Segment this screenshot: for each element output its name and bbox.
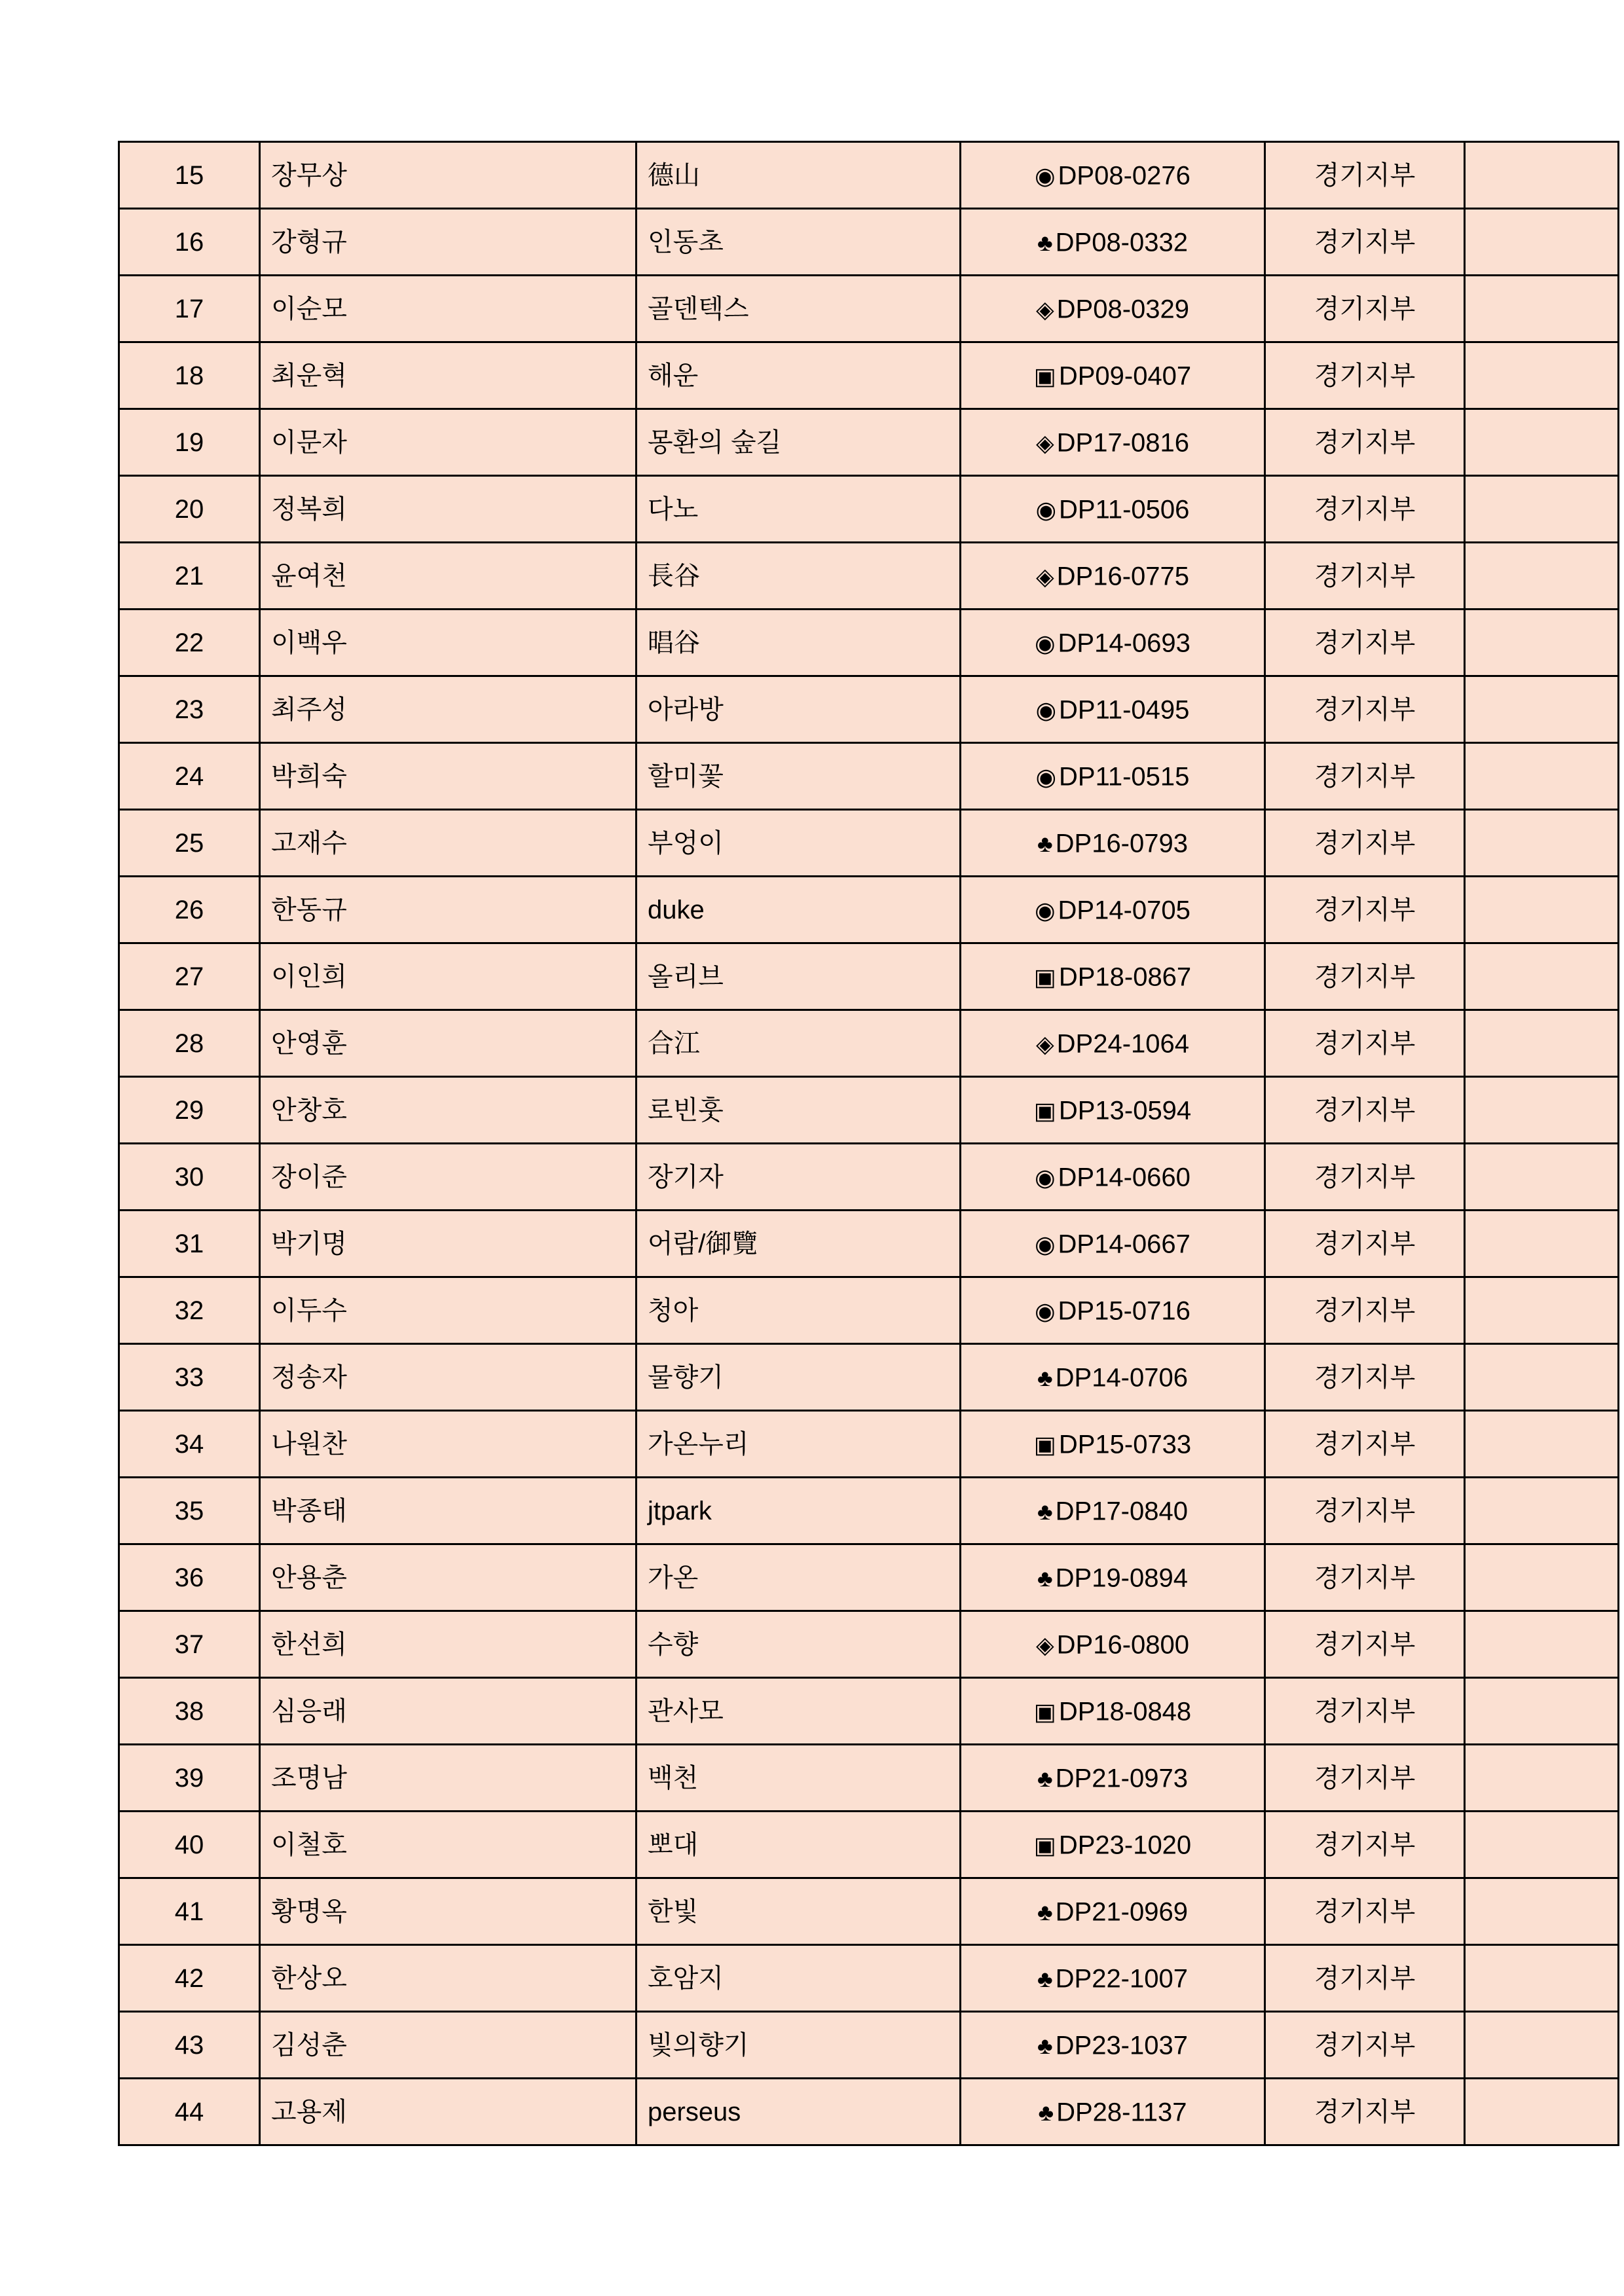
member-code-text: DP14-0667 — [1058, 1230, 1190, 1259]
cell-note — [1465, 1077, 1619, 1144]
grade-mark-icon: ♣ — [1037, 1364, 1053, 1391]
grade-mark-icon: ◈ — [1035, 295, 1054, 323]
cell-nickname: 德山 — [637, 142, 961, 209]
cell-note — [1465, 1478, 1619, 1544]
table-row — [119, 476, 1619, 543]
cell-note — [1465, 2079, 1619, 2145]
table-row — [119, 1544, 1619, 1611]
cell-branch: 경기지부 — [1265, 676, 1465, 743]
grade-mark-icon: ▣ — [1033, 1430, 1056, 1458]
grade-mark-icon: ◉ — [1035, 629, 1056, 657]
cell-number: 21 — [119, 543, 260, 610]
cell-number: 35 — [119, 1478, 260, 1544]
grade-mark-icon: ▣ — [1033, 1831, 1056, 1859]
cell-member-code — [961, 409, 1265, 476]
cell-member-name: 한선희 — [260, 1611, 637, 1678]
cell-member-code — [961, 1611, 1265, 1678]
cell-note — [1465, 1745, 1619, 1812]
member-code-text: DP13-0594 — [1058, 1096, 1192, 1125]
table-row — [119, 676, 1619, 743]
cell-member-code — [961, 610, 1265, 676]
cell-member-name: 최주성 — [260, 676, 637, 743]
member-code-text: DP15-0733 — [1058, 1430, 1192, 1459]
member-code-text: DP22-1007 — [1055, 1964, 1188, 1994]
cell-nickname: 부엉이 — [637, 810, 961, 877]
grade-mark-icon: ◈ — [1035, 429, 1054, 456]
cell-branch: 경기지부 — [1265, 1745, 1465, 1812]
cell-member-name: 한동규 — [260, 877, 637, 943]
cell-member-code — [961, 276, 1265, 342]
cell-member-name: 정복희 — [260, 476, 637, 543]
cell-nickname: 몽환의 숲길 — [637, 409, 961, 476]
cell-nickname: 한빛 — [637, 1878, 961, 1945]
member-code-text: DP21-0973 — [1055, 1764, 1188, 1793]
cell-member-name: 박기명 — [260, 1211, 637, 1277]
cell-member-code — [961, 1010, 1265, 1077]
member-code-text: DP14-0660 — [1058, 1163, 1190, 1192]
cell-number: 40 — [119, 1812, 260, 1878]
cell-note — [1465, 1411, 1619, 1478]
cell-number: 38 — [119, 1678, 260, 1745]
member-code-text: DP19-0894 — [1055, 1563, 1188, 1593]
member-code-text: DP17-0816 — [1056, 428, 1190, 458]
cell-nickname: 合江 — [637, 1010, 961, 1077]
member-roster-table — [118, 141, 1619, 2146]
cell-nickname: 해운 — [637, 342, 961, 409]
cell-nickname: 물향기 — [637, 1344, 961, 1411]
cell-nickname: 백천 — [637, 1745, 961, 1812]
table-row — [119, 1144, 1619, 1211]
grade-mark-icon: ♣ — [1037, 1898, 1053, 1925]
grade-mark-icon: ◈ — [1035, 1030, 1054, 1057]
cell-member-code — [961, 1945, 1265, 2012]
cell-member-code — [961, 743, 1265, 810]
cell-branch: 경기지부 — [1265, 276, 1465, 342]
cell-nickname: perseus — [637, 2079, 961, 2145]
member-code-text: DP14-0693 — [1058, 629, 1190, 658]
cell-member-code — [961, 2012, 1265, 2079]
member-code-text: DP09-0407 — [1058, 361, 1192, 391]
cell-branch: 경기지부 — [1265, 209, 1465, 276]
cell-note — [1465, 476, 1619, 543]
cell-member-name: 나원찬 — [260, 1411, 637, 1478]
cell-member-code — [961, 1745, 1265, 1812]
cell-member-name: 윤여천 — [260, 543, 637, 610]
cell-number: 37 — [119, 1611, 260, 1678]
cell-member-name: 이두수 — [260, 1277, 637, 1344]
table-row — [119, 2012, 1619, 2079]
table-row — [119, 543, 1619, 610]
cell-branch: 경기지부 — [1265, 2079, 1465, 2145]
member-code-text: DP16-0800 — [1056, 1630, 1190, 1660]
cell-branch: 경기지부 — [1265, 1144, 1465, 1211]
member-code-text: DP08-0332 — [1055, 228, 1188, 257]
cell-number: 23 — [119, 676, 260, 743]
cell-note — [1465, 1878, 1619, 1945]
cell-number: 27 — [119, 943, 260, 1010]
grade-mark-icon: ♣ — [1038, 2098, 1054, 2126]
cell-member-code — [961, 543, 1265, 610]
cell-member-name: 황명옥 — [260, 1878, 637, 1945]
grade-mark-icon: ◉ — [1035, 1163, 1056, 1191]
cell-number: 24 — [119, 743, 260, 810]
cell-note — [1465, 943, 1619, 1010]
cell-member-code — [961, 810, 1265, 877]
member-code-text: DP18-0867 — [1058, 962, 1192, 992]
member-code-text: DP16-0793 — [1055, 829, 1188, 858]
cell-branch: 경기지부 — [1265, 1211, 1465, 1277]
cell-member-name: 한상오 — [260, 1945, 637, 2012]
member-code-text: DP23-1037 — [1055, 2031, 1188, 2060]
cell-number: 28 — [119, 1010, 260, 1077]
cell-branch: 경기지부 — [1265, 1544, 1465, 1611]
cell-branch: 경기지부 — [1265, 1344, 1465, 1411]
cell-note — [1465, 676, 1619, 743]
cell-number: 30 — [119, 1144, 260, 1211]
table-row — [119, 1812, 1619, 1878]
grade-mark-icon: ♣ — [1037, 1497, 1053, 1525]
cell-note — [1465, 810, 1619, 877]
cell-member-name: 심응래 — [260, 1678, 637, 1745]
cell-number: 39 — [119, 1745, 260, 1812]
table-row — [119, 1411, 1619, 1478]
cell-member-name: 김성춘 — [260, 2012, 637, 2079]
cell-nickname: 晿谷 — [637, 610, 961, 676]
cell-member-code — [961, 1144, 1265, 1211]
cell-note — [1465, 276, 1619, 342]
member-code-text: DP14-0706 — [1055, 1363, 1188, 1393]
table-row — [119, 1077, 1619, 1144]
cell-nickname: 청아 — [637, 1277, 961, 1344]
cell-branch: 경기지부 — [1265, 743, 1465, 810]
cell-nickname: 가온 — [637, 1544, 961, 1611]
cell-branch: 경기지부 — [1265, 943, 1465, 1010]
cell-number: 34 — [119, 1411, 260, 1478]
cell-number: 33 — [119, 1344, 260, 1411]
cell-member-name: 이인희 — [260, 943, 637, 1010]
cell-number: 32 — [119, 1277, 260, 1344]
cell-nickname: 올리브 — [637, 943, 961, 1010]
cell-member-code — [961, 1077, 1265, 1144]
cell-number: 22 — [119, 610, 260, 676]
cell-note — [1465, 2012, 1619, 2079]
cell-member-name: 이철호 — [260, 1812, 637, 1878]
table-row — [119, 1478, 1619, 1544]
grade-mark-icon: ◈ — [1035, 1631, 1054, 1658]
grade-mark-icon: ♣ — [1037, 1564, 1053, 1592]
table-row — [119, 142, 1619, 209]
grade-mark-icon: ◈ — [1035, 562, 1054, 590]
cell-member-code — [961, 1678, 1265, 1745]
table-row — [119, 1945, 1619, 2012]
table-row — [119, 2079, 1619, 2145]
cell-number: 16 — [119, 209, 260, 276]
member-code-text: DP08-0329 — [1056, 295, 1190, 324]
cell-member-name: 고재수 — [260, 810, 637, 877]
cell-member-code — [961, 1344, 1265, 1411]
cell-note — [1465, 1678, 1619, 1745]
cell-note — [1465, 209, 1619, 276]
cell-note — [1465, 1277, 1619, 1344]
grade-mark-icon: ♣ — [1037, 1764, 1053, 1792]
cell-note — [1465, 877, 1619, 943]
member-code-text: DP24-1064 — [1056, 1029, 1190, 1059]
cell-nickname: 관사모 — [637, 1678, 961, 1745]
cell-member-code — [961, 1411, 1265, 1478]
grade-mark-icon: ▣ — [1033, 362, 1056, 390]
cell-number: 26 — [119, 877, 260, 943]
cell-member-name: 이백우 — [260, 610, 637, 676]
cell-member-name: 장이준 — [260, 1144, 637, 1211]
cell-member-name: 정송자 — [260, 1344, 637, 1411]
cell-branch: 경기지부 — [1265, 877, 1465, 943]
cell-branch: 경기지부 — [1265, 1277, 1465, 1344]
cell-nickname: 다노 — [637, 476, 961, 543]
cell-nickname: 장기자 — [637, 1144, 961, 1211]
cell-branch: 경기지부 — [1265, 142, 1465, 209]
cell-member-code — [961, 1544, 1265, 1611]
grade-mark-icon: ◉ — [1035, 696, 1056, 723]
grade-mark-icon: ◉ — [1035, 162, 1056, 189]
grade-mark-icon: ▣ — [1033, 963, 1056, 991]
table-row — [119, 1745, 1619, 1812]
cell-number: 20 — [119, 476, 260, 543]
cell-nickname: 수향 — [637, 1611, 961, 1678]
cell-nickname: 長谷 — [637, 543, 961, 610]
grade-mark-icon: ♣ — [1037, 2032, 1053, 2059]
cell-branch: 경기지부 — [1265, 610, 1465, 676]
member-code-text: DP11-0506 — [1059, 495, 1190, 524]
cell-member-code — [961, 1211, 1265, 1277]
table-row — [119, 342, 1619, 409]
cell-number: 41 — [119, 1878, 260, 1945]
cell-number: 42 — [119, 1945, 260, 2012]
cell-note — [1465, 1611, 1619, 1678]
table-row — [119, 276, 1619, 342]
cell-branch: 경기지부 — [1265, 476, 1465, 543]
table-row — [119, 943, 1619, 1010]
cell-branch: 경기지부 — [1265, 1678, 1465, 1745]
cell-nickname: 골덴텍스 — [637, 276, 961, 342]
cell-note — [1465, 1010, 1619, 1077]
cell-branch: 경기지부 — [1265, 2012, 1465, 2079]
cell-note — [1465, 142, 1619, 209]
grade-mark-icon: ▣ — [1033, 1698, 1056, 1725]
table-row — [119, 1211, 1619, 1277]
member-code-text: DP11-0495 — [1059, 695, 1190, 725]
cell-member-name: 이문자 — [260, 409, 637, 476]
cell-member-code — [961, 877, 1265, 943]
cell-member-code — [961, 342, 1265, 409]
cell-nickname: 인동초 — [637, 209, 961, 276]
cell-member-name: 장무상 — [260, 142, 637, 209]
member-code-text: DP08-0276 — [1058, 161, 1190, 191]
cell-member-name: 박종태 — [260, 1478, 637, 1544]
table-row — [119, 1678, 1619, 1745]
cell-branch: 경기지부 — [1265, 1611, 1465, 1678]
grade-mark-icon: ♣ — [1037, 228, 1053, 256]
cell-number: 15 — [119, 142, 260, 209]
cell-note — [1465, 1812, 1619, 1878]
cell-note — [1465, 1144, 1619, 1211]
cell-note — [1465, 409, 1619, 476]
cell-member-name: 안용춘 — [260, 1544, 637, 1611]
member-code-text: DP28-1137 — [1056, 2098, 1187, 2127]
cell-nickname: 아라방 — [637, 676, 961, 743]
cell-branch: 경기지부 — [1265, 543, 1465, 610]
member-code-text: DP14-0705 — [1058, 896, 1190, 925]
table-row — [119, 1277, 1619, 1344]
grade-mark-icon: ◉ — [1035, 496, 1056, 523]
cell-note — [1465, 1344, 1619, 1411]
table-row — [119, 1010, 1619, 1077]
table-row — [119, 1344, 1619, 1411]
table-row — [119, 610, 1619, 676]
grade-mark-icon: ◉ — [1035, 1230, 1056, 1258]
cell-number: 31 — [119, 1211, 260, 1277]
cell-number: 44 — [119, 2079, 260, 2145]
cell-note — [1465, 1945, 1619, 2012]
cell-note — [1465, 610, 1619, 676]
cell-number: 17 — [119, 276, 260, 342]
cell-branch: 경기지부 — [1265, 409, 1465, 476]
cell-nickname: 뽀대 — [637, 1812, 961, 1878]
cell-branch: 경기지부 — [1265, 1411, 1465, 1478]
cell-member-code — [961, 476, 1265, 543]
grade-mark-icon: ◉ — [1035, 896, 1056, 924]
cell-member-name: 안영훈 — [260, 1010, 637, 1077]
cell-nickname: 어람/御覽 — [637, 1211, 961, 1277]
cell-note — [1465, 743, 1619, 810]
cell-nickname: 가온누리 — [637, 1411, 961, 1478]
cell-member-name: 최운혁 — [260, 342, 637, 409]
cell-number: 19 — [119, 409, 260, 476]
cell-note — [1465, 543, 1619, 610]
cell-member-code — [961, 676, 1265, 743]
cell-branch: 경기지부 — [1265, 810, 1465, 877]
cell-branch: 경기지부 — [1265, 1010, 1465, 1077]
cell-member-name: 고용제 — [260, 2079, 637, 2145]
cell-member-code — [961, 209, 1265, 276]
cell-member-code — [961, 1277, 1265, 1344]
cell-number: 36 — [119, 1544, 260, 1611]
cell-branch: 경기지부 — [1265, 1878, 1465, 1945]
cell-nickname: 빛의향기 — [637, 2012, 961, 2079]
cell-member-name: 안창호 — [260, 1077, 637, 1144]
grade-mark-icon: ♣ — [1037, 1965, 1053, 1992]
cell-number: 18 — [119, 342, 260, 409]
member-code-text: DP18-0848 — [1058, 1697, 1192, 1726]
cell-number: 29 — [119, 1077, 260, 1144]
cell-branch: 경기지부 — [1265, 1812, 1465, 1878]
cell-number: 43 — [119, 2012, 260, 2079]
table-row — [119, 209, 1619, 276]
grade-mark-icon: ◉ — [1035, 763, 1056, 790]
cell-nickname: 할미꽃 — [637, 743, 961, 810]
cell-nickname: duke — [637, 877, 961, 943]
cell-note — [1465, 1211, 1619, 1277]
cell-nickname: 로빈훗 — [637, 1077, 961, 1144]
cell-number: 25 — [119, 810, 260, 877]
table-row — [119, 877, 1619, 943]
cell-nickname: jtpark — [637, 1478, 961, 1544]
cell-note — [1465, 342, 1619, 409]
cell-nickname: 호암지 — [637, 1945, 961, 2012]
roster-body — [119, 142, 1619, 2145]
member-code-text: DP16-0775 — [1056, 562, 1190, 591]
table-row — [119, 409, 1619, 476]
cell-member-name: 이순모 — [260, 276, 637, 342]
grade-mark-icon: ◉ — [1035, 1297, 1056, 1324]
cell-member-code — [961, 1878, 1265, 1945]
cell-member-name: 박희숙 — [260, 743, 637, 810]
table-row — [119, 810, 1619, 877]
cell-member-name: 강형규 — [260, 209, 637, 276]
cell-branch: 경기지부 — [1265, 1945, 1465, 2012]
cell-branch: 경기지부 — [1265, 342, 1465, 409]
cell-member-code — [961, 142, 1265, 209]
member-code-text: DP21-0969 — [1055, 1897, 1188, 1927]
table-row — [119, 743, 1619, 810]
grade-mark-icon: ♣ — [1037, 829, 1053, 857]
member-code-text: DP17-0840 — [1055, 1497, 1188, 1526]
table-row — [119, 1611, 1619, 1678]
cell-note — [1465, 1544, 1619, 1611]
grade-mark-icon: ▣ — [1033, 1097, 1056, 1124]
cell-member-code — [961, 1478, 1265, 1544]
member-code-text: DP15-0716 — [1058, 1296, 1190, 1326]
cell-branch: 경기지부 — [1265, 1478, 1465, 1544]
cell-member-code — [961, 943, 1265, 1010]
table-row — [119, 1878, 1619, 1945]
member-code-text: DP23-1020 — [1058, 1831, 1192, 1860]
cell-member-code — [961, 2079, 1265, 2145]
member-code-text: DP11-0515 — [1059, 762, 1190, 792]
cell-member-name: 조명남 — [260, 1745, 637, 1812]
cell-member-code — [961, 1812, 1265, 1878]
cell-branch: 경기지부 — [1265, 1077, 1465, 1144]
